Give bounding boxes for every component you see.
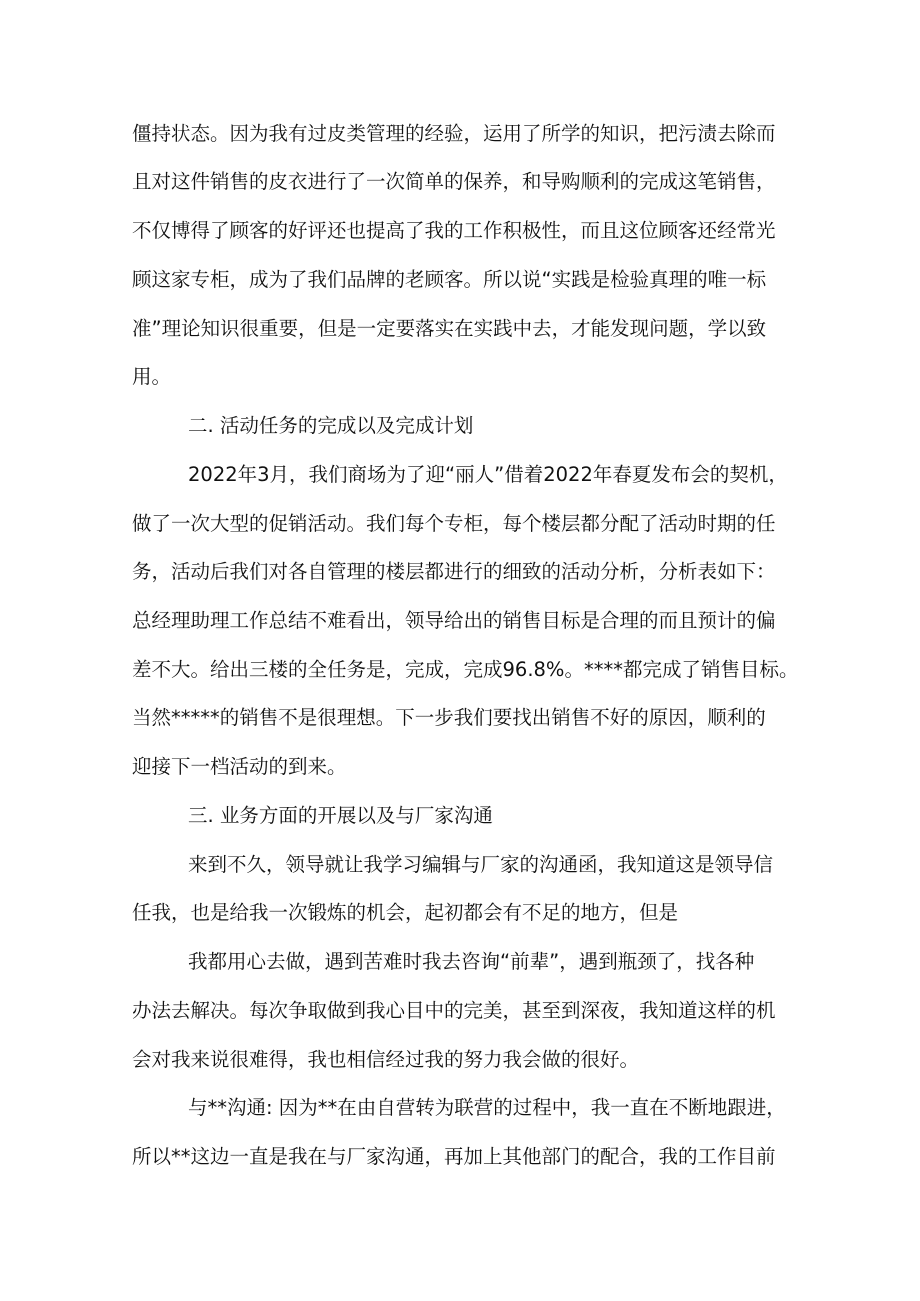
paragraph-line: 办法去解决。每次争取做到我心目中的完美，甚至到深夜，我知道这样的机 [132, 999, 776, 1022]
section-heading: 二. 活动任务的完成以及完成计划 [188, 414, 474, 437]
paragraph-line: 用。 [132, 365, 172, 388]
paragraph-line: 不仅博得了顾客的好评还也提高了我的工作积极性，而且这位顾客还经常光 [132, 219, 776, 242]
paragraph-line: 当然*****的销售不是很理想。下一步我们要找出销售不好的原因，顺利的 [132, 706, 766, 729]
paragraph-line: 准”理论知识很重要，但是一定要落实在实践中去，才能发现问题，学以致 [132, 317, 767, 340]
paragraph-line: 僵持状态。因为我有过皮类管理的经验，运用了所学的知识，把污渍去除而 [132, 122, 776, 145]
paragraph-line: 顾这家专柜，成为了我们品牌的老顾客。所以说“实践是检验真理的唯一标 [132, 268, 767, 291]
paragraph-line: 与**沟通: 因为**在由自营转为联营的过程中，我一直在不断地跟进， [188, 1096, 786, 1119]
paragraph-line: 任我，也是给我一次锻炼的机会，起初都会有不足的地方，但是 [132, 901, 679, 924]
paragraph-line: 迎接下一档活动的到来。 [132, 755, 347, 778]
paragraph-line: 且对这件销售的皮衣进行了一次简单的保养，和导购顺利的完成这笔销售， [132, 170, 776, 193]
paragraph-line: 做了一次大型的促销活动。我们每个专柜，每个楼层都分配了活动时期的任 [132, 512, 776, 535]
paragraph-line: 总经理助理工作总结不难看出，领导给出的销售目标是合理的而且预计的偏 [132, 609, 776, 632]
paragraph-line: 2022年3月，我们商场为了迎“丽人”借着2022年春夏发布会的契机， [188, 463, 788, 486]
paragraph-line: 所以**这边一直是我在与厂家沟通，再加上其他部门的配合，我的工作目前 [132, 1145, 776, 1168]
paragraph-line: 我都用心去做，遇到苦难时我去咨询“前辈”，遇到瓶颈了，找各种 [188, 950, 755, 973]
paragraph-line: 会对我来说很难得，我也相信经过我的努力我会做的很好。 [132, 1048, 640, 1071]
paragraph-line: 差不大。给出三楼的全任务是，完成，完成96.8%。****都完成了销售目标。 [132, 658, 799, 681]
paragraph-line: 务，活动后我们对各自管理的楼层都进行的细致的活动分析，分析表如下： [132, 560, 776, 583]
section-heading: 三. 业务方面的开展以及与厂家沟通 [188, 804, 493, 827]
paragraph-line: 来到不久，领导就让我学习编辑与厂家的沟通函，我知道这是领导信 [188, 853, 774, 876]
